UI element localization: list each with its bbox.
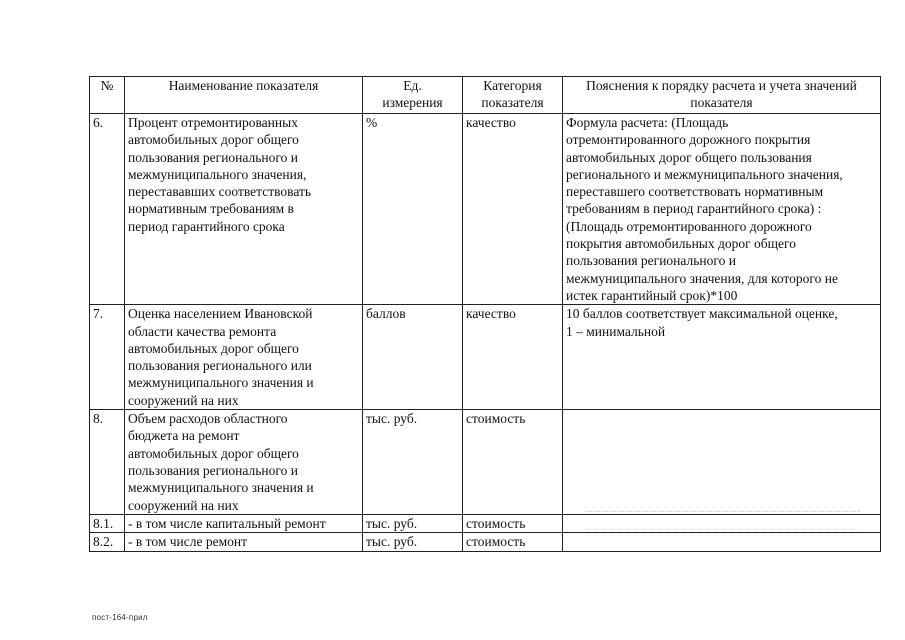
row-explanation: Формула расчета: (Площадь отремонтированного дорожного покрытия автомобильных дорог общего пользования регионального и межмуниципального значения, переставшего соответствовать нормативным требованиям в период гарантийного срока) : (Площадь отремонтированного дорожного покрытия автомобильных дорог общего пользования регионального и межмуниципального значения, для которого не истек гарантийный срок)*100 xyxy=(563,114,881,305)
table-row xyxy=(90,515,881,533)
header-unit: Ед. измерения xyxy=(363,77,463,114)
scan-artifact xyxy=(585,511,860,512)
table-row xyxy=(90,305,881,410)
row-explanation xyxy=(563,515,881,533)
scan-artifact xyxy=(585,529,860,530)
row-num: 8.1. xyxy=(90,515,125,533)
header-category: Категория показателя xyxy=(463,77,563,114)
row-category: стоимость xyxy=(463,533,563,551)
row-unit: тыс. руб. xyxy=(363,533,463,551)
table-row xyxy=(90,533,881,551)
table-header-row xyxy=(90,77,881,114)
header-name: Наименование показателя xyxy=(125,77,363,114)
row-category: стоимость xyxy=(463,515,563,533)
row-num: 8.2. xyxy=(90,533,125,551)
row-category: качество xyxy=(463,114,563,305)
row-name: Оценка населением Ивановской области качества ремонта автомобильных дорог общего пользования регионального или межмуниципального значения и сооружений на них xyxy=(125,305,363,410)
row-explanation: 10 баллов соответствует максимальной оценке, 1 – минимальной xyxy=(563,305,881,410)
row-category: стоимость xyxy=(463,410,563,515)
row-num: 7. xyxy=(90,305,125,410)
row-unit: баллов xyxy=(363,305,463,410)
header-explanation: Пояснения к порядку расчета и учета значений показателя xyxy=(563,77,881,114)
row-explanation xyxy=(563,533,881,551)
indicators-table xyxy=(89,76,881,552)
table-row xyxy=(90,410,881,515)
header-num: № xyxy=(90,77,125,114)
footer-note: пост-164-прил xyxy=(92,613,148,622)
row-name: - в том числе капитальный ремонт xyxy=(125,515,363,533)
row-unit: % xyxy=(363,114,463,305)
row-category: качество xyxy=(463,305,563,410)
table-row xyxy=(90,114,881,305)
row-explanation xyxy=(563,410,881,515)
row-unit: тыс. руб. xyxy=(363,515,463,533)
row-unit: тыс. руб. xyxy=(363,410,463,515)
row-name: Объем расходов областного бюджета на ремонт автомобильных дорог общего пользования регионального и межмуниципального значения и сооружений на них xyxy=(125,410,363,515)
row-num: 6. xyxy=(90,114,125,305)
row-name: - в том числе ремонт xyxy=(125,533,363,551)
row-name: Процент отремонтированных автомобильных дорог общего пользования регионального и межмуниципального значения, перестававших соответствовать нормативным требованиям в период гарантийного срока xyxy=(125,114,363,305)
row-num: 8. xyxy=(90,410,125,515)
